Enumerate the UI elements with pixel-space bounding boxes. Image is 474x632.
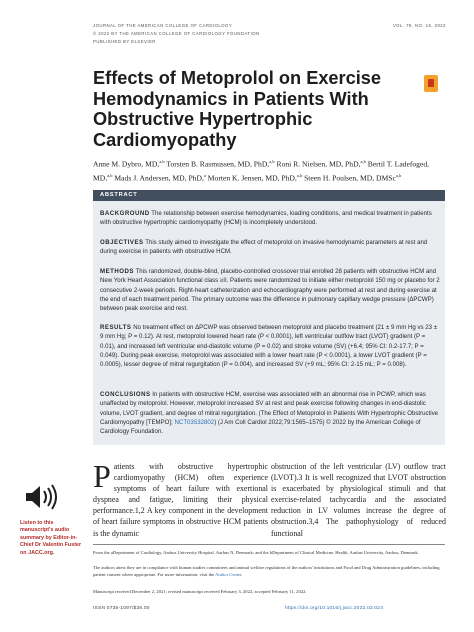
abstract-label: ABSTRACT: [100, 192, 138, 198]
footnote-divider: [93, 544, 445, 545]
author-name[interactable]: Morten K. Jensen, MD, PhD,: [207, 173, 297, 183]
author-center-link[interactable]: Author Center: [215, 572, 242, 578]
abstract-objectives: OBJECTIVES This study aimed to investigate the effect of metoprolol on invasive hemodynamic parameters at rest and during exercise in patients with obstructive HCM.: [100, 239, 428, 256]
issn: ISSN 0735-1097/$36.00: [93, 606, 150, 611]
trial-registration-link[interactable]: NCT03532802: [174, 418, 215, 426]
author-name[interactable]: Torsten B. Rasmussen, MD, PhD,: [166, 159, 270, 169]
publisher-line: PUBLISHED BY ELSEVIER: [93, 39, 156, 44]
volume-info: VOL. 79, NO. 16, 2022: [392, 23, 446, 28]
author-name[interactable]: Mads J. Andersen, MD, PhD,: [114, 173, 204, 183]
journal-name: JOURNAL OF THE AMERICAN COLLEGE OF CARDIOLOGY: [93, 23, 233, 28]
author-name[interactable]: Steen H. Poulsen, MD, DMSc: [304, 173, 396, 183]
author-list: Anne M. Dybro, MD,$^{a,b}$ Torsten B. Rasmussen, MD, PhD,$^{a,b}$ Roni R. Nielsen, MD, PhD,$^{a,b}$ Bertil T. Ladefoged, MD,$^{a,b}$ Mads J. Andersen, MD, PhD,$^a$ Morten K. Jensen, MD, PhD,$^{a,b}$ Steen H. Poulsen, MD, DMSc$^{a,b}$: [93, 159, 430, 183]
doi-link[interactable]: https://doi.org/10.1016/j.jacc.2022.02.024: [285, 606, 384, 611]
abstract-conclusions: CONCLUSIONS In patients with obstructive HCM, exercise was associated with an abnormal rise in PCWP, which was unaffected by metoprolol. However, metoprolol increased SV at rest and peak exercise following changes in end-diastolic volume, LVOT gradient, and degree of mitral regurgitation. (The Effect of Metoprolol in Patients With Hypertrophic Obstructive Cardiomyopathy [TEMPO]; NCT03532802) (J Am Coll Cardiol 2022;79:1565–1575) © 2022 by the American College of Cardiology Foundation.: [100, 391, 439, 436]
body-column-right: obstruction of the left ventricular (LV) outflow tract (LVOT).3 It is well recognized that LVOT obstruction is exacerbated by physiological stimuli and that exercise-related tachycardia and the associated reduction in LV volumes increase the degree of obstruction.3,4 The pathophysiology of reduced functional: [271, 462, 446, 538]
audio-summary-note[interactable]: Listen to this manuscript's audio summary by Editor-in-Chief Dr Valentin Fuster on JACC.org.: [20, 520, 82, 556]
author-name[interactable]: Roni R. Nielsen, MD, PhD,: [276, 159, 361, 169]
affiliations-footnote: From the aDepartment of Cardiology, Aarhus University Hospital, Aarhus N, Denmark; and the bDepartment of Clinical Medicine, Health, Aarhus University, Aarhus, Denmark.: [93, 550, 419, 555]
abstract-header-bar: [93, 190, 445, 201]
abstract-methods: METHODS This randomized, double-blind, placebo-controlled crossover trial enrolled 28 patients with obstructive HCM and New York Heart Association functional class ≥II. Patients were randomized to initiate either metoprolol 150 mg or placebo for 2 consecutive 2-week periods. Right-heart catheterization and echocardiography were performed at rest and during exercise at the end of each treatment period. The primary outcome was the difference in pulmonary capillary wedge pressure (ΔPCWP) between peak exercise and rest.: [100, 268, 440, 313]
drop-cap: P: [93, 458, 111, 494]
article-title: Effects of Metoprolol on Exercise Hemodynamics in Patients With Obstructive Hypertrophic Cardiomyopathy: [93, 68, 382, 150]
author-name[interactable]: Anne M. Dybro, MD,: [93, 159, 160, 169]
speaker-icon[interactable]: [22, 482, 62, 512]
copyright-line: © 2022 BY THE AMERICAN COLLEGE OF CARDIOLOGY FOUNDATION: [93, 31, 260, 36]
body-column-left: Patients with obstructive hypertrophic cardiomyopathy (HCM) often experience symptoms of heart failure with exertional dyspnea and fatigue, limiting their physical performance.1,2 A key component in the development of heart failure symptoms in obstructive HCM patients is the dynamic: [93, 458, 268, 538]
abstract-background: BACKGROUND The relationship between exercise hemodynamics, loading conditions, and medical treatment in patients with obstructive hypertrophic cardiomyopathy (HCM) is incompletely understood.: [100, 210, 432, 227]
manuscript-dates: Manuscript received December 2, 2021; revised manuscript received February 3, 2022, accepted February 11, 2022.: [93, 589, 307, 594]
check-for-updates-icon[interactable]: [424, 75, 438, 92]
abstract-results: RESULTS No treatment effect on ΔPCWP was observed between metoprolol and placebo treatment (21 ± 9 mm Hg vs 23 ± 9 mm Hg; P = 0.12). At rest, metoprolol lowered heart rate (P < 0.0001), left ventricular outflow tract (LVOT) gradient (P = 0.01), and increased left ventricular end-diastolic volume (P = 0.02) and stroke volume (SV) (+6.4; 95% CI: 0.2-17.7; P = 0.049). During peak exercise, metoprolol was associated with a lower heart rate (P < 0.0001), a lower LVOT gradient (P = 0.0005), lesser degree of mitral regurgitation (P = 0.004), and increased SV (+9 mL; 95% CI: 2-15 mL; P = 0.008).: [100, 324, 438, 369]
author-name[interactable]: Bertil T. Ladefoged, MD,: [93, 159, 430, 183]
compliance-footnote: The authors attest they are in compliance with human studies committees and animal welfare regulations of the authors' institutions and Food and Drug Administration guidelines, including patient consent where appropriate. For more information, visit the Author Center.: [93, 565, 440, 578]
